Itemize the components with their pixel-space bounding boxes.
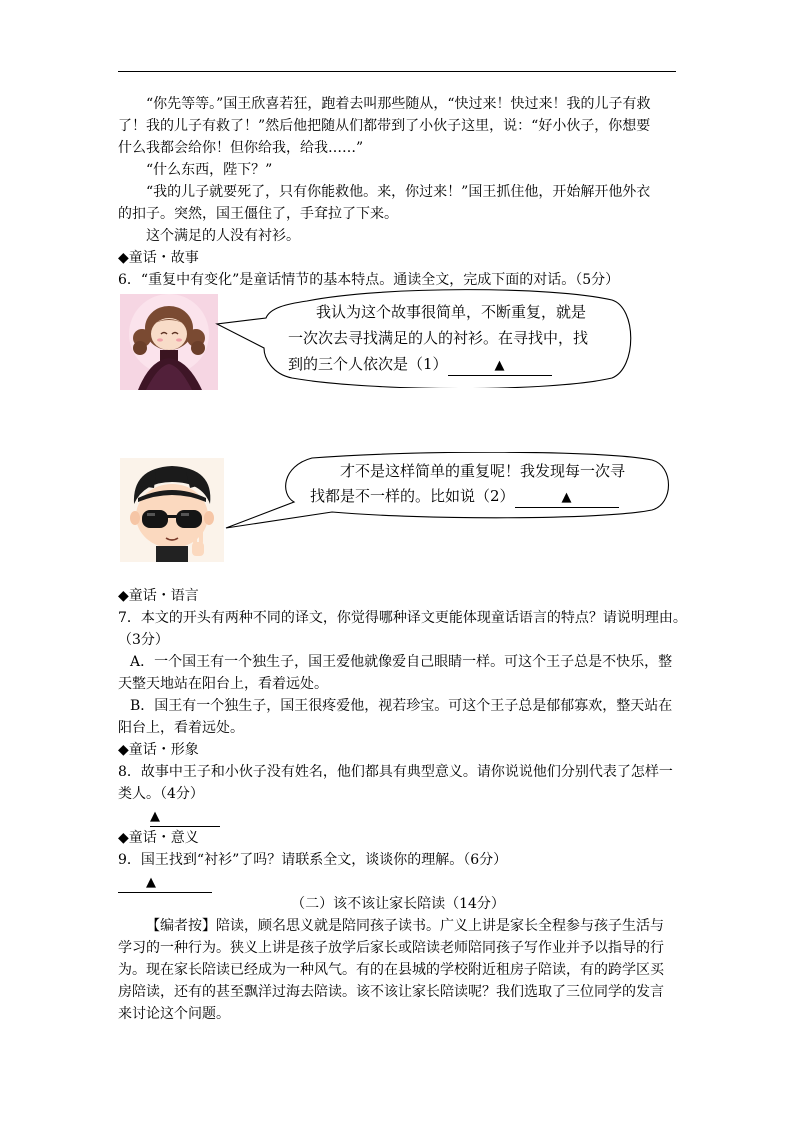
part-2-heading: （二）该不该让家长陪读（14分）: [291, 896, 505, 912]
editor-note: [118, 915, 678, 1025]
text-line: 7．本文的开头有两种不同的译文，你觉得哪种译文更能体现童话语言的特点？请说明理由。: [118, 610, 687, 626]
text-line: 类人。（4分）: [118, 786, 204, 802]
answer-line-8[interactable]: [150, 805, 220, 827]
answer-blank-9[interactable]: [118, 873, 212, 893]
text-line: 【编者按】陪读，顾名思义就是陪同孩子读书。广义上讲是家长全程参与孩子生活与: [146, 918, 664, 934]
bubble-1-line-1: 我认为这个故事很简单，不断重复，就是: [316, 303, 587, 321]
bubble-2-line-1: 才不是这样简单的重复呢！我发现每一次寻: [340, 462, 626, 480]
bubble-1-line-3: [288, 350, 552, 378]
bubble-1-prompt: 到的三个人依次是（1）: [288, 355, 448, 373]
triangle-marker: ▲: [561, 490, 572, 505]
text-line: “什么东西，陛下？”: [146, 162, 273, 178]
text-line: 什么我都会给你！但你给我，给我……”: [118, 140, 364, 156]
triangle-marker: ▲: [146, 875, 156, 890]
girl-avatar: [120, 294, 218, 390]
text-line: （3分）: [118, 632, 169, 648]
story-paragraph-2: [118, 159, 678, 181]
section-label-image: ◆童话・形象: [118, 742, 199, 758]
section-label-story: ◆童话・故事: [118, 250, 199, 266]
text-line: 阳台上，看着远处。: [118, 720, 244, 736]
text-line: “你先等等。”国王欣喜若狂，跑着去叫那些随从，“快过来！快过来！我的儿子有救: [146, 96, 651, 112]
triangle-marker: ▲: [150, 809, 160, 824]
option-b: [118, 695, 678, 739]
text-line: 这个满足的人没有衬衫。: [146, 228, 300, 244]
boy-avatar: [120, 458, 224, 562]
header-rule: [118, 71, 676, 72]
text-line: 房陪读，还有的甚至飘洋过海去陪读。该不该让家长陪读呢？我们选取了三位同学的发言: [118, 984, 664, 1000]
bubble-1-line-2: 一次次去寻找满足的人的衬衫。在寻找中，找: [288, 329, 589, 347]
story-paragraph-3: [118, 181, 678, 225]
story-paragraph-4: [118, 225, 678, 247]
question-8: [118, 761, 678, 805]
answer-blank-2[interactable]: [515, 487, 619, 508]
question-7: [118, 607, 687, 651]
answer-line-9[interactable]: [118, 871, 212, 893]
text-line: 学习的一种行为。狭义上讲是孩子放学后家长或陪读老师陪同孩子写作业并予以指导的行: [118, 940, 664, 956]
section-label-language: ◆童话・语言: [118, 588, 199, 604]
question-9: 9．国王找到“衬衫”了吗？请联系全文，谈谈你的理解。（6分）: [118, 852, 508, 868]
text-line: 来讨论这个问题。: [118, 1006, 230, 1022]
question-6: 6．“重复中有变化”是童话情节的基本特点。通读全文，完成下面的对话。（5分）: [118, 272, 620, 288]
text-line: 天整天地站在阳台上，看着远处。: [118, 676, 328, 692]
story-paragraph-1: [118, 93, 678, 159]
text-line: 为。现在家长陪读已经成为一种风气。有的在县城的学校附近租房子陪读，有的跨学区买: [118, 962, 664, 978]
answer-blank-1[interactable]: [448, 355, 552, 376]
option-a: [118, 651, 678, 695]
answer-blank-8[interactable]: [150, 807, 220, 827]
text-line: 了！我的儿子有救了！”然后他把随从们都带到了小伙子这里，说：“好小伙子，你想要: [118, 118, 651, 134]
section-label-meaning: ◆童话・意义: [118, 830, 199, 846]
triangle-marker: ▲: [494, 358, 505, 373]
bubble-2-line-2: [310, 482, 619, 510]
text-line: A．一个国王有一个独生子，国王爱他就像爱自己眼睛一样。可这个王子总是不快乐，整: [130, 654, 673, 670]
text-line: 的扣子。突然，国王僵住了，手耷拉了下来。: [118, 206, 398, 222]
text-line: “我的儿子就要死了，只有你能救他。来，你过来！”国王抓住他，开始解开他外衣: [146, 184, 651, 200]
bubble-2-prompt: 找都是不一样的。比如说（2）: [310, 487, 515, 505]
text-line: 8．故事中王子和小伙子没有姓名，他们都具有典型意义。请你说说他们分别代表了怎样一: [118, 764, 673, 780]
text-line: B．国王有一个独生子，国王很疼爱他，视若珍宝。可这个王子总是郁郁寡欢，整天站在: [130, 698, 673, 714]
